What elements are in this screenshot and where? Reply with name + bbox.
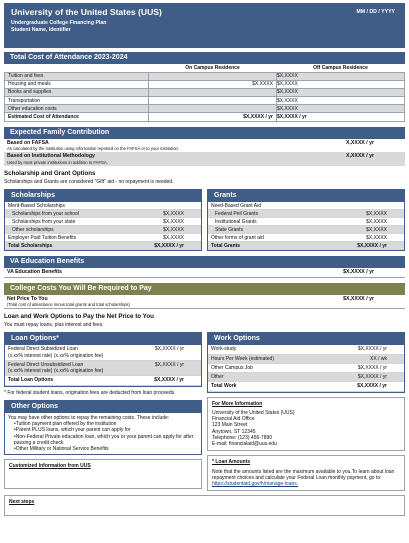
table-row	[5, 80, 405, 88]
scholarship-grant-heading: Scholarship and Grant Options	[4, 170, 96, 178]
right-column	[207, 332, 405, 491]
coa-row-label: Tuition and fees	[5, 72, 149, 80]
coa-off-value: $X,XXXX	[277, 88, 405, 96]
item-value: $X,XXXX	[163, 226, 184, 233]
work-options-panel	[207, 332, 405, 392]
info-line: E-mail: financialaid@uus.edu	[212, 441, 277, 448]
item-label: Scholarships from your state	[12, 218, 76, 225]
coa-on-value	[149, 72, 277, 80]
list-item: • Parent PLUS loans, which your parent can apply for	[14, 427, 198, 433]
coa-row-label: Transportation	[5, 97, 149, 105]
next-steps-box	[4, 495, 405, 516]
other-options-title: Other Options	[5, 401, 201, 413]
total-label: Total Work	[211, 383, 237, 390]
efc-institutional-row	[4, 152, 405, 166]
list-item	[208, 218, 404, 226]
efc-inst-value: X,XXXX / yr	[346, 153, 374, 160]
item-value: $X,XXXX	[366, 234, 387, 241]
work-options-title: Work Options	[208, 333, 404, 345]
coa-off-value: $X,XXXX	[277, 80, 405, 88]
student-identifier: Student Name, Identifier	[11, 27, 71, 34]
list-item	[5, 345, 201, 361]
info-line: University of the United States (UUS)	[212, 409, 295, 416]
loan-footnote: * For federal student loans, origination fees are deducted from loan proceeds.	[4, 389, 176, 396]
coa-off-value: $X,XXXX	[277, 72, 405, 80]
coa-on-value: $X,XXXX	[149, 80, 277, 88]
efc-fafsa-row	[4, 139, 405, 153]
item-value: $X,XXXX / yr	[357, 346, 387, 353]
list-item	[208, 345, 404, 354]
item-value: $X,XXXX	[163, 218, 184, 225]
grants-total	[208, 242, 404, 250]
grants-title: Grants	[208, 190, 404, 202]
coa-table	[4, 64, 405, 122]
item-value: $X,XXXX	[366, 210, 387, 217]
list-item	[208, 226, 404, 234]
va-row	[4, 268, 405, 278]
total-label: Total Grants	[211, 242, 241, 249]
coa-blank-header	[5, 64, 149, 72]
scholarships-title: Scholarships	[5, 190, 201, 202]
list-item	[208, 364, 404, 373]
total-value: $X,XXXX / yr	[357, 242, 387, 249]
list-item	[208, 355, 404, 364]
date-field: MM / DD / YYYY	[356, 9, 395, 15]
total-label: Total Loan Options	[8, 377, 54, 384]
scholarships-panel	[4, 189, 202, 251]
list-item	[208, 210, 404, 218]
efc-fafsa-label: Based on FAFSA	[7, 139, 49, 146]
loan-name: Federal Direct Unsubsidized Loan	[8, 361, 84, 368]
net-price-value: $X,XXXX / yr	[343, 295, 374, 302]
coa-on-value	[149, 97, 277, 105]
item-label: Hours Per Week (estimated)	[211, 355, 274, 362]
net-price-note: (Total cost of attendance minus total grants and total scholarships)	[7, 302, 130, 308]
total-value: $X,XXXX / yr	[154, 377, 184, 384]
loan-amounts-title: * Loan Amounts	[212, 459, 251, 466]
total-value: $X,XXXX / yr	[154, 242, 184, 249]
list-item	[5, 210, 201, 218]
scholarships-total	[5, 242, 201, 250]
list-item	[5, 226, 201, 234]
list-item: • Tuition payment plan offered by the institution	[14, 421, 198, 427]
efc-fafsa-value: X,XXXX / yr	[346, 139, 374, 146]
item-label: Need-Based Grant Aid	[211, 202, 262, 209]
university-name: University of the United States (UUS)	[11, 7, 162, 17]
va-label: VA Education Benefits	[7, 269, 63, 276]
table-row	[5, 97, 405, 105]
net-price-row	[4, 295, 405, 310]
list-item	[208, 202, 404, 210]
efc-section-title: Expected Family Contribution	[4, 127, 405, 139]
custom-info-title: Customized Information from UUS	[9, 463, 91, 470]
item-label: Work-study	[211, 346, 237, 353]
list-item	[208, 234, 404, 242]
scholarship-grant-panels	[4, 189, 405, 251]
more-info-title: For More Information	[212, 400, 263, 407]
loan-work-note: You must repay loans, plus interest and fees.	[4, 322, 104, 329]
coa-off-value: $X,XXXX	[277, 105, 405, 113]
loan-name: Federal Direct Subsidized Loan	[8, 346, 78, 353]
total-label: Total Scholarships	[8, 242, 53, 249]
item-label: Merit-Based Scholarships	[8, 202, 65, 209]
loan-amounts-text	[212, 469, 400, 488]
next-steps-title: Next steps	[9, 499, 35, 506]
item-label: Federal Pell Grants	[215, 210, 259, 217]
item-value: $X,XXXX	[366, 226, 387, 233]
list-item	[5, 202, 201, 210]
on-campus-header: On Campus Residence	[185, 64, 240, 71]
table-row	[5, 105, 405, 113]
loan-value: $X,XXXX / yr	[154, 361, 184, 368]
list-item	[208, 373, 404, 382]
loan-terms: (x.xx% interest rate) (x.xx% origination fee)	[8, 368, 104, 375]
coa-total-on: $X,XXXX / yr	[149, 113, 277, 121]
item-label: Other Campus Job	[211, 364, 253, 371]
loans-total	[5, 376, 201, 385]
coa-total-off: $X,XXXX / yr	[277, 113, 405, 121]
other-options-list	[8, 421, 198, 452]
info-line: Anytown, ST 12345	[212, 428, 256, 435]
loan-options-title: Loan Options*	[5, 333, 201, 345]
coa-section-title: Total Cost of Attendance 2023-2024	[4, 52, 405, 64]
coa-on-value	[149, 88, 277, 96]
other-options-panel	[4, 400, 202, 456]
item-label: State Grants	[215, 226, 244, 233]
net-price-section-title: College Costs You Will Be Required to Pay	[4, 283, 405, 295]
plan-title: Undergraduate College Financing Plan	[11, 19, 107, 26]
list-item: • Other Military or National Service Benefits	[14, 446, 198, 452]
document-header	[4, 3, 405, 48]
info-line: 123 Main Street	[212, 422, 248, 429]
loan-work-heading: Loan and Work Options to Pay the Net Price to You	[4, 313, 154, 321]
list-item	[5, 361, 201, 377]
coa-total-label: Estimated Cost of Attendance	[5, 113, 149, 121]
net-price-label: Net Price To You	[7, 295, 48, 302]
item-value: $X,XXXX / yr	[357, 364, 387, 371]
coa-total-row	[5, 113, 405, 121]
coa-on-value	[149, 105, 277, 113]
loan-amounts-body: Note that the amounts listed are the maximum available to you.To learn about loan repayment choices and calculate your Federal Loan monthly payment, go to:	[212, 468, 395, 481]
loan-options-panel	[4, 332, 202, 386]
efc-inst-note: Used by most private institutions in addition to FAFSA.	[7, 159, 108, 165]
table-row	[5, 72, 405, 80]
left-column	[4, 332, 202, 491]
coa-row-label: Other education costs	[5, 105, 149, 113]
list-item	[5, 218, 201, 226]
info-line: Telephone: (123) 456-7890	[212, 434, 273, 441]
item-value: XX / wk	[370, 355, 387, 362]
efc-fafsa-note: As calculated by the institution using information reported on the FAFSA or to your institution.	[7, 146, 180, 152]
item-value: $X,XXXX / yr	[357, 374, 387, 381]
coa-row-label: Books and supplies	[5, 88, 149, 96]
item-label: Employer Paid Tuition Benefits	[8, 234, 77, 241]
total-value: $X,XXXX / yr	[357, 383, 387, 390]
list-item	[5, 234, 201, 242]
list-item: • Non-Federal Private education loan, which you or your parent can apply for after passing a credit check	[14, 434, 198, 447]
other-options-intro: You may have other options to repay the remaining costs. These include:	[8, 414, 170, 421]
more-info-box	[207, 397, 405, 452]
other-options-body	[5, 413, 201, 455]
va-section-title: VA Education Benefits	[4, 256, 405, 268]
table-row	[5, 88, 405, 96]
scholarship-grant-note: Scholarships and Grants are considered "Gift" aid - no repayment is needed.	[4, 178, 174, 185]
item-label: Other forms of grant aid	[211, 234, 264, 241]
coa-row-label: Housing and meals	[5, 80, 149, 88]
loan-value: $X,XXXX / yr	[154, 346, 184, 353]
item-label: Scholarships from your school	[12, 210, 79, 217]
bottom-columns	[4, 332, 405, 491]
item-label: Institutional Grants	[215, 218, 257, 225]
coa-off-value: $X,XXXX	[277, 97, 405, 105]
va-value: $X,XXXX / yr	[343, 269, 374, 276]
manage-loans-link[interactable]: https://studentaid.gov/h/manage-loans.	[212, 481, 299, 488]
efc-inst-label: Based on Institutional Methodology	[7, 153, 95, 160]
item-value: $X,XXXX	[163, 210, 184, 217]
loan-amounts-box	[207, 455, 405, 491]
grants-panel	[207, 189, 405, 251]
work-total	[208, 382, 404, 391]
item-label: Other scholarships	[12, 226, 54, 233]
off-campus-header: Off Campus Residence	[313, 64, 368, 71]
info-line: Financial Aid Office	[212, 416, 255, 423]
item-label: Other	[211, 374, 224, 381]
custom-info-box	[4, 459, 202, 489]
loan-terms: (x.xx% interest rate) (x.xx% origination fee)	[8, 352, 104, 359]
item-value: $X,XXXX	[163, 234, 184, 241]
item-value: $X,XXXX	[366, 218, 387, 225]
